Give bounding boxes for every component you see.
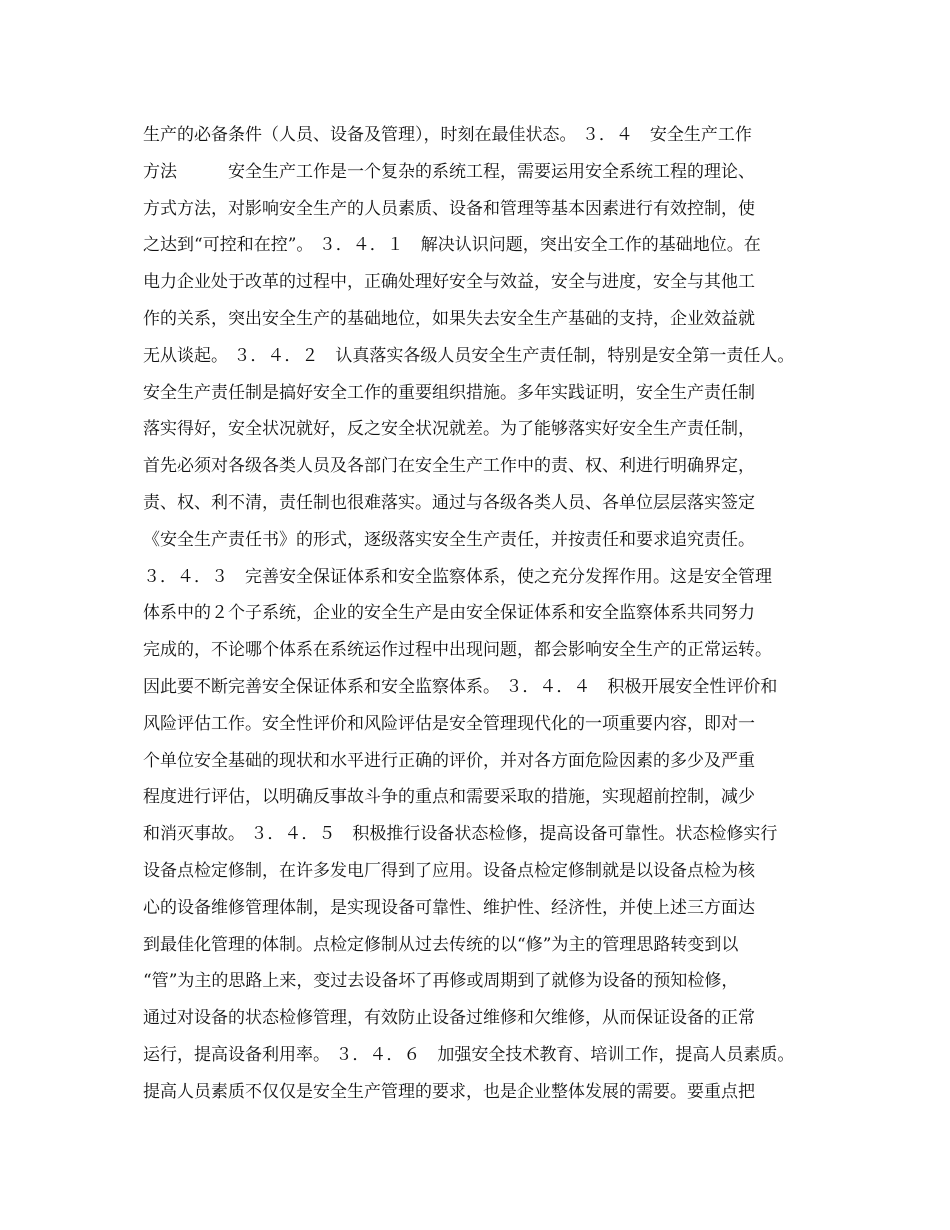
text-line: 个单位安全基础的现状和水平进行正确的评价，并对各方面危险因素的多少及严重	[143, 750, 755, 771]
text-line: 风险评估工作。安全性评价和风险评估是安全管理现代化的一项重要内容，即对一	[143, 713, 755, 734]
text-line: 落实得好，安全状况就好，反之安全状况就差。为了能够落实好安全生产责任制，	[143, 419, 755, 440]
text-line: 安全生产责任制是搞好安全工作的重要组织措施。多年实践证明，安全生产责任制	[143, 382, 755, 403]
text-line: “管”为主的思路上来，变过去设备坏了再修或周期到了就修为设备的预知检修，	[143, 971, 739, 992]
text-line: 责、权、利不清，责任制也很难落实。通过与各级各类人员、各单位层层落实签定	[143, 492, 755, 513]
text-line: 电力企业处于改革的过程中，正确处理好安全与效益，安全与进度，安全与其他工	[143, 272, 755, 293]
text-line: 和消灭事故。 ３．４．５ 积极推行设备状态检修，提高设备可靠性。状态检修实行	[143, 824, 778, 845]
text-line: 因此要不断完善安全保证体系和安全监察体系。 ３．４．４ 积极开展安全性评价和	[143, 676, 778, 697]
text-line: 《安全生产责任书》的形式，逐级落实安全生产责任，并按责任和要求追究责任。	[143, 529, 755, 550]
text-line: 无从谈起。 ３．４．２ 认真落实各级人员安全生产责任制，特别是安全第一责任人。	[143, 345, 795, 366]
text-line: 通过对设备的状态检修管理，有效防止设备过维修和欠维修，从而保证设备的正常	[143, 1008, 755, 1029]
text-line: 设备点检定修制，在许多发电厂得到了应用。设备点检定修制就是以设备点检为核	[143, 860, 755, 881]
text-line: ３．４．３ 完善安全保证体系和安全监察体系，使之充分发挥作用。这是安全管理	[143, 566, 772, 587]
text-line: 完成的，不论哪个体系在系统运作过程中出现问题，都会影响安全生产的正常运转。	[143, 640, 772, 661]
text-line: 程度进行评估，以明确反事故斗争的重点和需要采取的措施，实现超前控制，减少	[143, 787, 755, 808]
text-line: 运行，提高设备利用率。 ３．４．６ 加强安全技术教育、培训工作，提高人员素质。	[143, 1044, 795, 1065]
body-text	[143, 117, 833, 1111]
text-line: 心的设备维修管理体制，是实现设备可靠性、维护性、经济性，并使上述三方面达	[143, 897, 755, 918]
text-line: 方法 安全生产工作是一个复杂的系统工程，需要运用安全系统工程的理论、	[143, 161, 755, 182]
text-line: 首先必须对各级各类人员及各部门在安全生产工作中的责、权、利进行明确界定，	[143, 456, 755, 477]
text-line: 作的关系，突出安全生产的基础地位，如果失去安全生产基础的支持，企业效益就	[143, 308, 755, 329]
text-line: 到最佳化管理的体制。点检定修制从过去传统的以“修”为主的管理思路转变到以	[143, 934, 739, 955]
text-line: 体系中的２个子系统，企业的安全生产是由安全保证体系和安全监察体系共同努力	[143, 603, 755, 624]
text-line: 提高人员素质不仅仅是安全生产管理的要求，也是企业整体发展的需要。要重点把	[143, 1081, 755, 1102]
text-line: 方式方法，对影响安全生产的人员素质、设备和管理等基本因素进行有效控制，使	[143, 198, 755, 219]
text-line: 生产的必备条件（人员、设备及管理），时刻在最佳状态。 ３．４ 安全生产工作	[143, 125, 752, 145]
text-line: 之达到“可控和在控”。 ３．４．１ 解决认识问题，突出安全工作的基础地位。在	[143, 235, 761, 256]
